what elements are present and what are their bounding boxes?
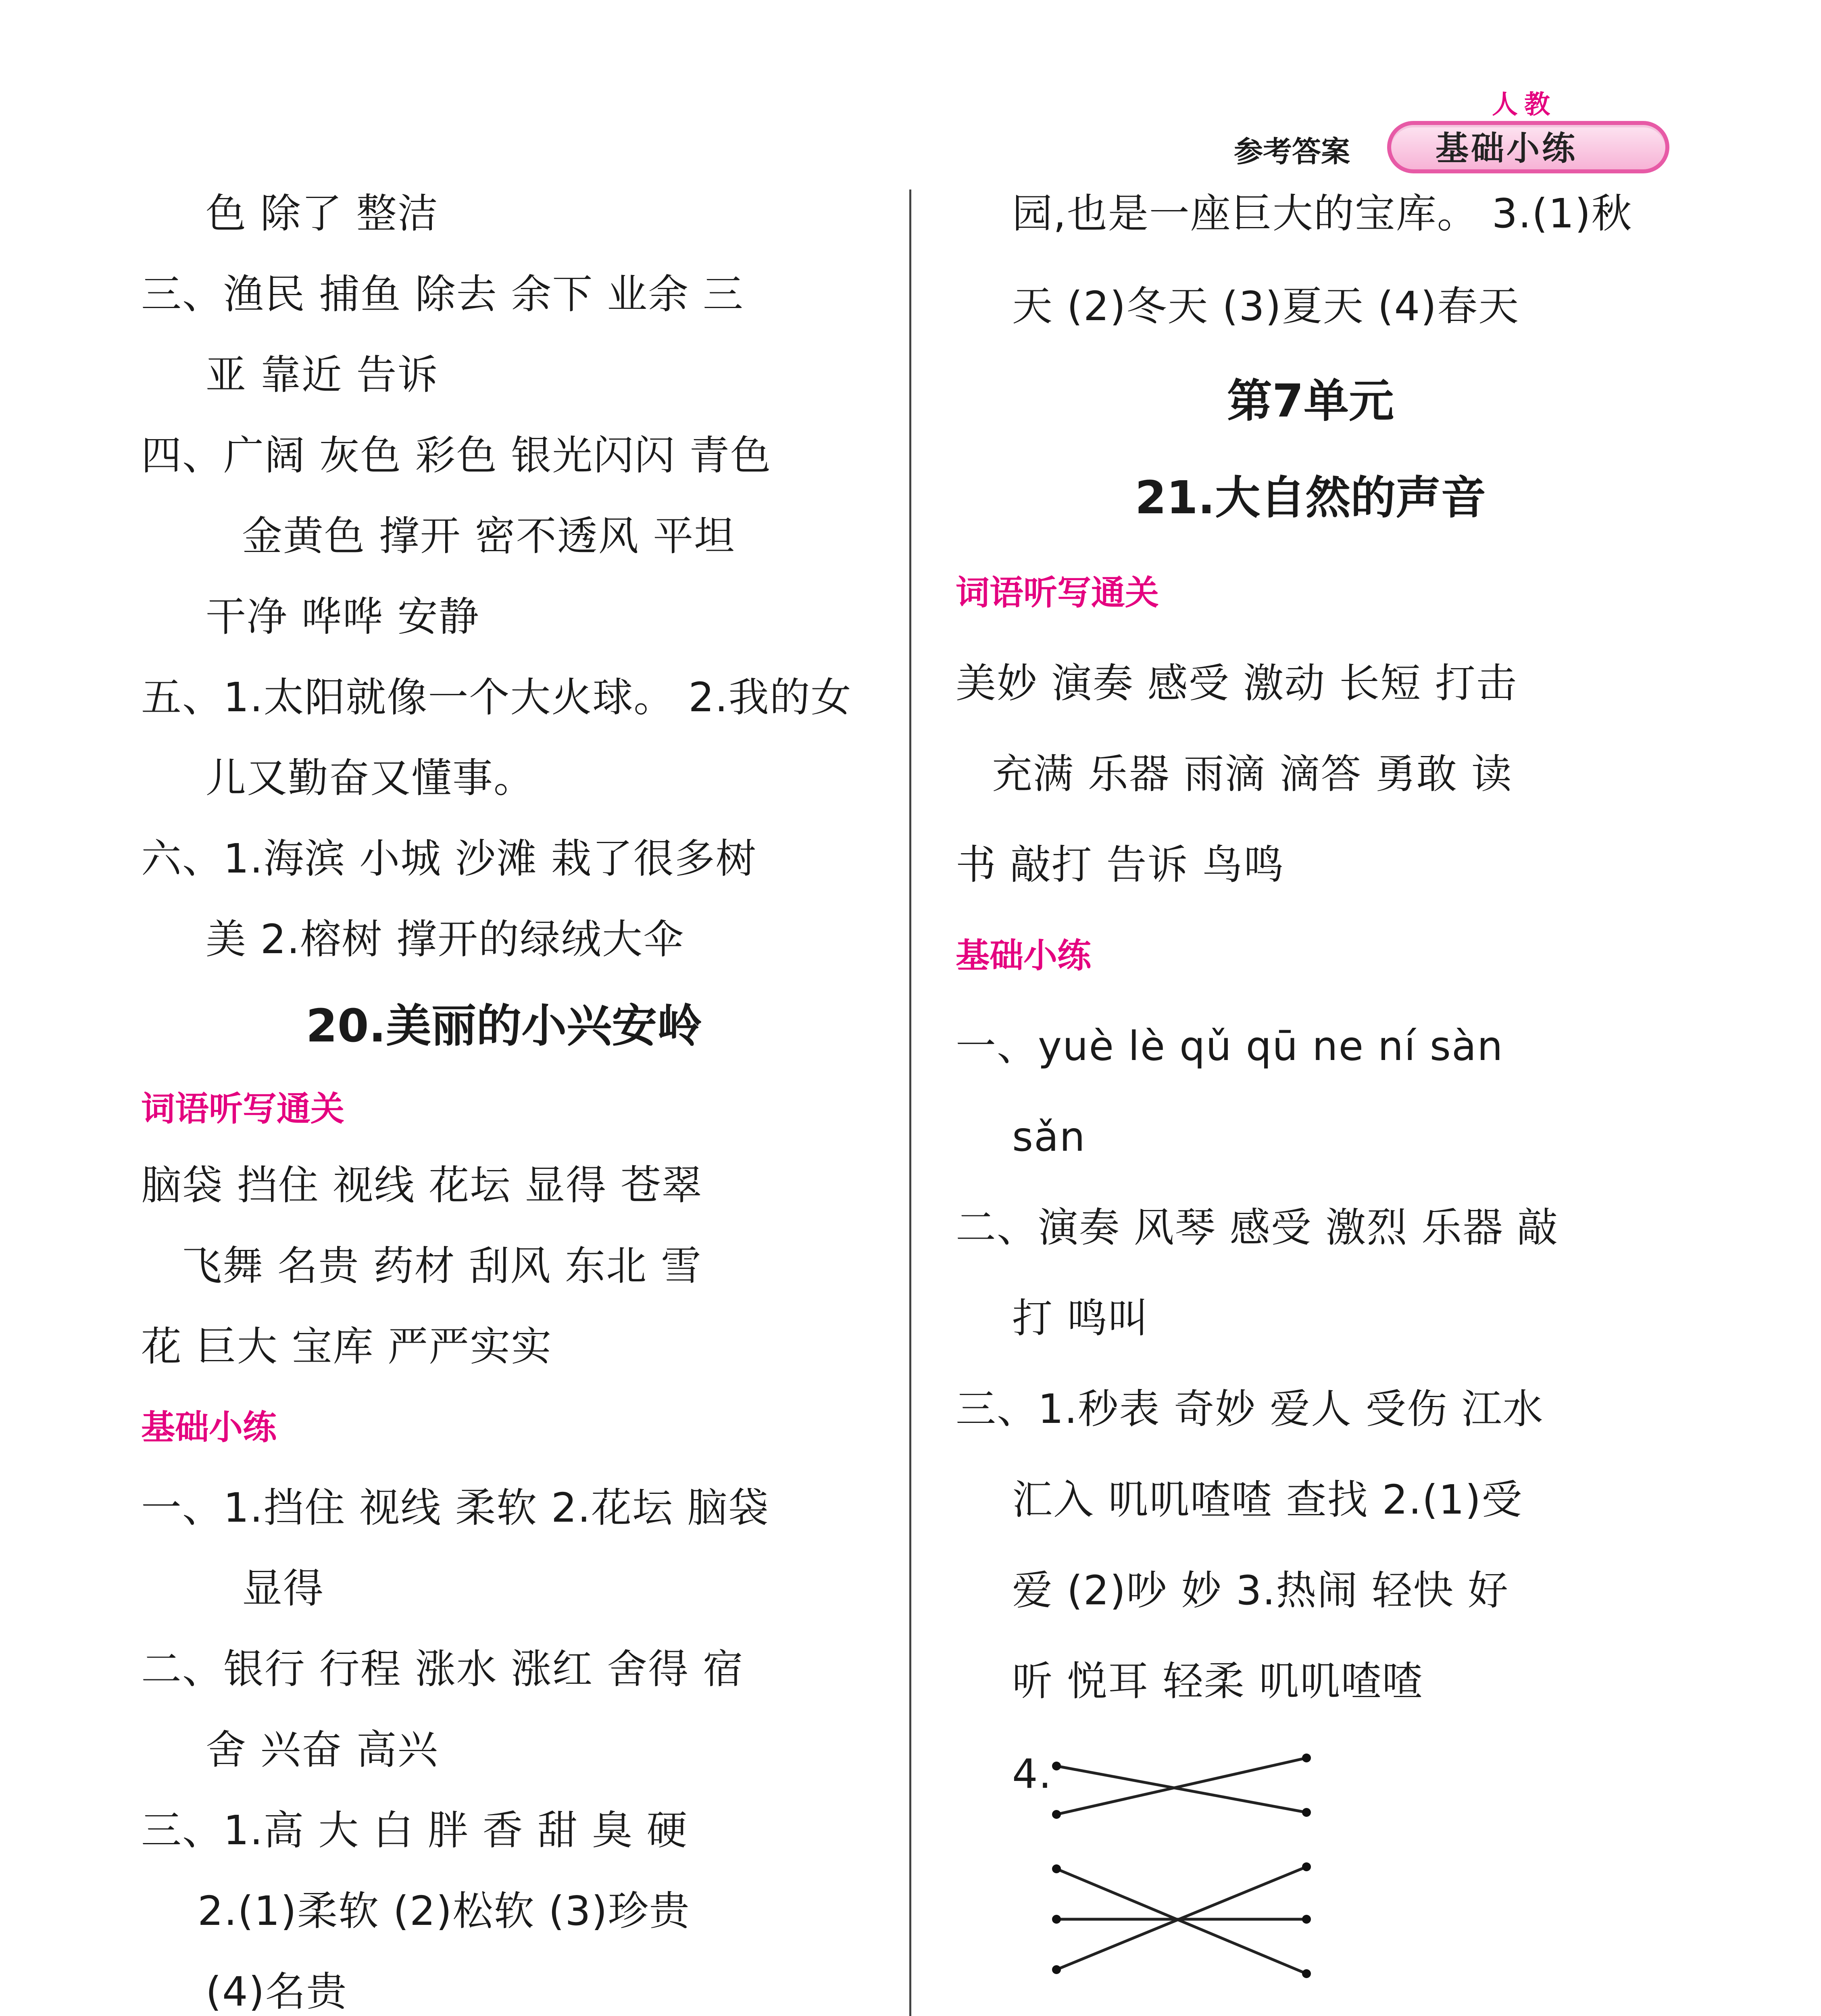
answer-line: 园,也是一座巨大的宝库。 3.(1)秋: [1012, 190, 1633, 237]
series-title: 基础小练: [1436, 129, 1578, 168]
answer-line: 一、1.挡住 视线 柔软 2.花坛 脑袋: [141, 1484, 769, 1531]
answer-line: 2.(1)柔软 (2)松软 (3)珍贵: [198, 1887, 690, 1935]
answer-line: sǎn: [1012, 1113, 1086, 1160]
section-heading-basic: 基础小练: [956, 936, 1092, 975]
matching-diagram: [1040, 1742, 1331, 1992]
answer-line: 书 敲打 告诉 鸟鸣: [956, 841, 1285, 888]
answer-line: 天 (2)冬天 (3)夏天 (4)春天: [1012, 283, 1520, 330]
answer-line: 美 2.榕树 撑开的绿绒大伞: [206, 916, 684, 963]
answer-line: 四、广阔 灰色 彩色 银光闪闪 青色: [141, 432, 772, 479]
answer-line: 花 巨大 宝库 严严实实: [141, 1323, 552, 1370]
answer-line: 二、银行 行程 涨水 涨红 舍得 宿: [141, 1645, 744, 1693]
answer-line: 六、1.海滨 小城 沙滩 栽了很多树: [141, 835, 757, 882]
match-dot-left: [1052, 1810, 1061, 1819]
match-dot-left: [1052, 1915, 1061, 1924]
match-dot-right: [1302, 1808, 1311, 1817]
answer-line: 美妙 演奏 感受 激动 长短 打击: [956, 660, 1517, 707]
answer-line: 显得: [242, 1565, 324, 1612]
answer-line: 汇入 叽叽喳喳 查找 2.(1)受: [1012, 1476, 1523, 1523]
answers-label: 参考答案: [1234, 135, 1350, 169]
match-dot-right: [1302, 1915, 1311, 1924]
answer-line: 飞舞 名贵 药材 刮风 东北 雪: [181, 1242, 702, 1289]
answer-line: 色 除了 整洁: [206, 190, 439, 237]
answer-line: 三、1.秒表 奇妙 爱人 受伤 江水: [956, 1385, 1544, 1433]
answer-line: (4)名贵: [206, 1968, 348, 2015]
answer-line: 三、渔民 捕鱼 除去 余下 业余 三: [141, 271, 744, 318]
answer-line: 五、1.太阳就像一个大火球。 2.我的女: [141, 674, 852, 721]
lesson-21-title: 21.大自然的声音: [1135, 472, 1486, 524]
answer-line: 充满 乐器 雨滴 滴答 勇敢 读: [992, 750, 1513, 798]
answer-line: 脑袋 挡住 视线 花坛 显得 苍翠: [141, 1162, 703, 1209]
answer-line: 金黄色 撑开 密不透风 平坦: [242, 512, 735, 560]
answer-line: 一、yuè lè qǔ qū ne ní sàn: [956, 1023, 1504, 1070]
answer-line: 儿又勤奋又懂事。: [206, 754, 535, 802]
matching-label: 4.: [1012, 1750, 1052, 1797]
answer-line: 亚 靠近 告诉: [206, 351, 439, 398]
match-dot-right: [1302, 1754, 1311, 1762]
lesson-20-title: 20.美丽的小兴安岭: [306, 1000, 702, 1052]
column-divider: [909, 190, 911, 2016]
answer-line: 打 鸣叫: [1012, 1295, 1149, 1342]
section-heading-dictation: 词语听写通关: [956, 573, 1159, 612]
match-dot-left: [1052, 1965, 1061, 1974]
section-heading-basic: 基础小练: [141, 1408, 277, 1447]
match-dot-left: [1052, 1864, 1061, 1873]
answer-line: 干净 哗哗 安静: [206, 593, 480, 640]
answer-line: 舍 兴奋 高兴: [206, 1726, 439, 1773]
answer-line: 二、演奏 风琴 感受 激烈 乐器 敲: [956, 1204, 1558, 1251]
section-heading-dictation: 词语听写通关: [141, 1089, 345, 1129]
match-dot-left: [1052, 1762, 1061, 1770]
match-dot-right: [1302, 1969, 1311, 1978]
match-line: [1056, 1869, 1306, 1974]
match-dot-right: [1302, 1862, 1311, 1871]
answer-line: 爱 (2)吵 妙 3.热闹 轻快 好: [1012, 1567, 1509, 1614]
answer-line: 三、1.高 大 白 胖 香 甜 臭 硬: [141, 1807, 688, 1854]
edition-label: 人教: [1492, 90, 1556, 120]
answer-line: 听 悦耳 轻柔 叽叽喳喳: [1012, 1658, 1423, 1705]
unit-7-title: 第7单元: [1227, 375, 1394, 427]
